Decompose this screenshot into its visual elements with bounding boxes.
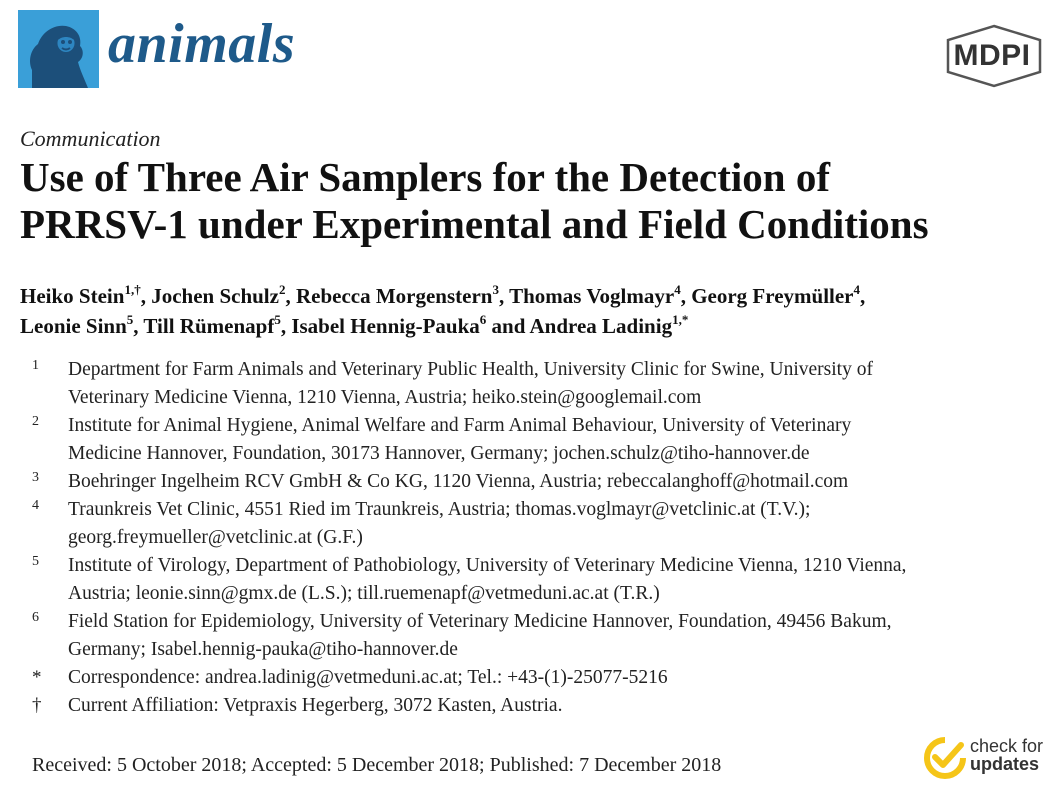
affiliation-text <box>68 608 1052 664</box>
affiliation-text <box>68 496 1052 552</box>
current-affiliation-item <box>32 692 1052 720</box>
affiliation-line: Institute of Virology, Department of Pathobiology, University of Veterinary Medicine Vienna, 1210 Vienna, <box>68 555 907 576</box>
affiliation-line: Veterinary Medicine Vienna, 1210 Vienna, Austria; heiko.stein@googlemail.com <box>68 387 702 408</box>
affiliation-line: georg.freymueller@vetclinic.at (G.F.) <box>68 527 363 548</box>
affiliation-item <box>32 496 1052 552</box>
author-name[interactable]: Leonie Sinn <box>20 314 127 338</box>
affiliation-list <box>32 356 1052 720</box>
affiliation-number: 6 <box>32 610 39 625</box>
author-separator: and <box>486 314 530 338</box>
author-name[interactable]: Jochen Schulz <box>151 284 279 308</box>
author-separator: , <box>498 284 510 308</box>
title-line: Use of Three Air Samplers for the Detection of <box>20 154 830 200</box>
author-separator: , <box>140 284 152 308</box>
updates-label: updates <box>970 754 1040 774</box>
author-separator: , <box>860 284 866 308</box>
checkmark-badge-icon <box>924 737 966 779</box>
author-name[interactable]: Georg Freymüller <box>691 284 854 308</box>
affiliation-text <box>68 468 1052 496</box>
author-affil-sup: 6 <box>479 312 487 327</box>
author-list <box>20 281 1060 341</box>
affiliation-line: Germany; Isabel.hennig-pauka@tiho-hannover.de <box>68 639 458 660</box>
author-affil-sup: 5 <box>274 312 281 327</box>
affiliation-number: 5 <box>32 554 39 569</box>
author-affil-sup: 2 <box>278 282 286 297</box>
author-separator: , <box>280 314 292 338</box>
affiliation-item <box>32 552 1052 608</box>
affiliation-item <box>32 468 1052 496</box>
affiliation-line: Boehringer Ingelheim RCV GmbH & Co KG, 1120 Vienna, Austria; rebeccalanghoff@hotmail.com <box>68 471 849 492</box>
affiliation-item <box>32 356 1052 412</box>
author-separator: , <box>680 284 692 308</box>
author-name[interactable]: Thomas Voglmayr <box>509 284 675 308</box>
animal-silhouette-icon <box>18 10 99 88</box>
affiliation-text <box>68 356 1052 412</box>
author-separator: , <box>133 314 144 338</box>
affiliation-line: Traunkreis Vet Clinic, 4551 Ried im Traunkreis, Austria; thomas.voglmayr@vetclinic.at (T.V.); <box>68 499 811 520</box>
author-name[interactable]: Rebecca Morgenstern <box>295 284 493 308</box>
author-name[interactable]: Isabel Hennig-Pauka <box>291 314 480 338</box>
publication-dates: Received: 5 October 2018; Accepted: 5 December 2018; Published: 7 December 2018 <box>32 754 722 776</box>
affiliation-item <box>32 608 1052 664</box>
author-separator: , <box>285 284 296 308</box>
correspondence-item <box>32 664 1052 692</box>
author-line <box>20 311 1060 341</box>
affiliation-number: 4 <box>32 498 39 513</box>
affiliation-number: 3 <box>32 470 39 485</box>
mdpi-text: MDPI <box>953 39 1031 72</box>
author-affil-sup: 1,* <box>672 312 689 327</box>
affiliation-text <box>68 412 1052 468</box>
mdpi-logo[interactable] <box>944 24 1044 88</box>
affiliation-text <box>68 692 1052 720</box>
dagger-mark: † <box>32 695 42 716</box>
correspondence-mark: * <box>32 667 42 688</box>
affiliation-line: Department for Farm Animals and Veterinary Public Health, University Clinic for Swine, University of <box>68 359 873 380</box>
author-affil-sup: 3 <box>492 282 499 297</box>
title-line: PRRSV-1 under Experimental and Field Conditions <box>20 201 929 247</box>
author-line <box>20 281 1060 311</box>
affiliation-text <box>68 664 1052 692</box>
affiliation-line: Field Station for Epidemiology, University of Veterinary Medicine Hannover, Foundation, 49456 Bakum, <box>68 611 892 632</box>
author-name[interactable]: Heiko Stein <box>20 284 125 308</box>
author-affil-sup: 1,† <box>124 282 141 297</box>
author-affil-sup: 4 <box>853 282 861 297</box>
author-name[interactable]: Till Rümenapf <box>143 314 275 338</box>
author-name[interactable]: Andrea Ladinig <box>529 314 673 338</box>
correspondence-line: Correspondence: andrea.ladinig@vetmeduni.ac.at; Tel.: +43-(1)-25077-5216 <box>68 667 668 688</box>
affiliation-line: Austria; leonie.sinn@gmx.de (L.S.); till.ruemenapf@vetmeduni.ac.at (T.R.) <box>68 583 660 604</box>
affiliation-item <box>32 412 1052 468</box>
author-affil-sup: 5 <box>126 312 134 327</box>
journal-name[interactable]: animals <box>108 13 296 75</box>
check-for-updates-button[interactable] <box>924 735 1054 779</box>
affiliation-number: 1 <box>32 358 39 373</box>
check-for-label: check for <box>970 736 1044 756</box>
affiliation-line: Medicine Hannover, Foundation, 30173 Hannover, Germany; jochen.schulz@tiho-hannover.de <box>68 443 810 464</box>
article-type: Communication <box>20 126 161 151</box>
article-title <box>20 154 1050 248</box>
affiliation-number: 2 <box>32 414 39 429</box>
author-affil-sup: 4 <box>674 282 681 297</box>
affiliation-line: Institute for Animal Hygiene, Animal Welfare and Farm Animal Behaviour, University of Veterinary <box>68 415 852 436</box>
journal-logo[interactable] <box>18 10 99 88</box>
current-affiliation-line: Current Affiliation: Vetpraxis Hegerberg, 3072 Kasten, Austria. <box>68 695 563 716</box>
affiliation-text <box>68 552 1052 608</box>
